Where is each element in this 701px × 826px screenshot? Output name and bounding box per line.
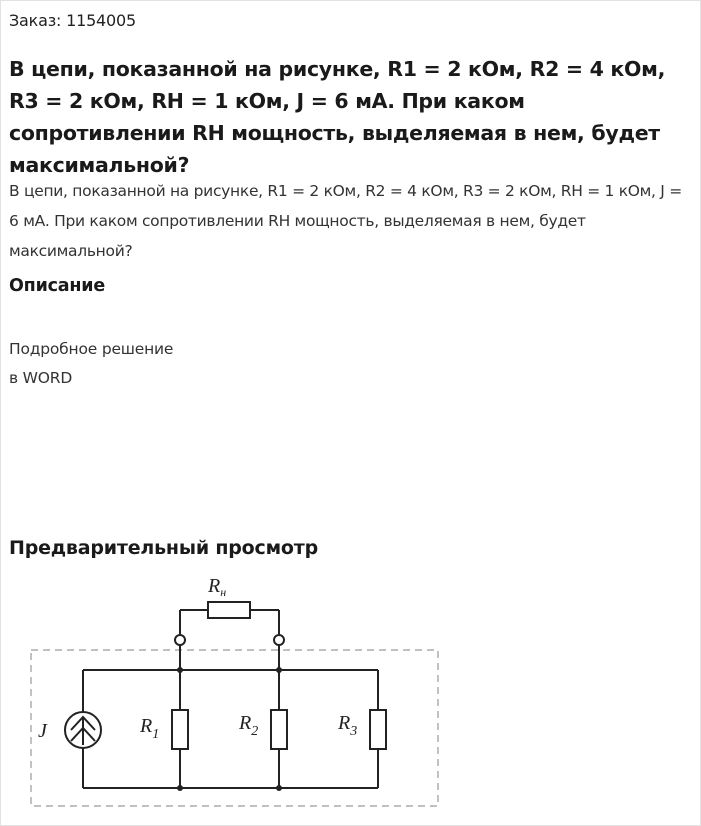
- terminal-left: [175, 635, 185, 645]
- circuit-wires: [83, 645, 378, 788]
- terminal-right: [274, 635, 284, 645]
- resistor-r2: [271, 710, 287, 749]
- problem-text: В цепи, показанной на рисунке, R1 = 2 кОм, R2 = 4 кОм, R3 = 2 кОм, RН = 1 кОм, J = 6 мА. При каком сопротивлении RН мощность, выделяемая в нем, будет максимальной?: [9, 182, 682, 260]
- description-line-2: в WORD: [9, 369, 73, 387]
- resistor-r1: [172, 710, 188, 749]
- current-source: [65, 712, 101, 748]
- label-r2: $R_2$: [239, 712, 259, 739]
- order-number: Заказ: 1154005: [9, 11, 136, 30]
- label-r3: $R_3$: [338, 712, 358, 739]
- page-title: В цепи, показанной на рисунке, R1 = 2 кОм, R2 = 4 кОм, R3 = 2 кОм, RН = 1 кОм, J = 6 мА. При каком сопротивлении RН мощность, выделяемая в нем, будет максимальной?: [9, 57, 666, 177]
- description-line-1: Подробное решение: [9, 340, 174, 358]
- resistor-r3: [370, 710, 386, 749]
- description-heading: Описание: [9, 276, 106, 296]
- circuit-diagram: [28, 567, 443, 815]
- label-j: J: [38, 720, 47, 742]
- label-r1: $R_1$: [140, 715, 160, 742]
- junction-dots: [177, 667, 282, 791]
- load-resistor-branch: [180, 602, 279, 634]
- preview-heading: Предварительный просмотр: [9, 537, 318, 559]
- label-rn: $R_н$: [208, 575, 227, 599]
